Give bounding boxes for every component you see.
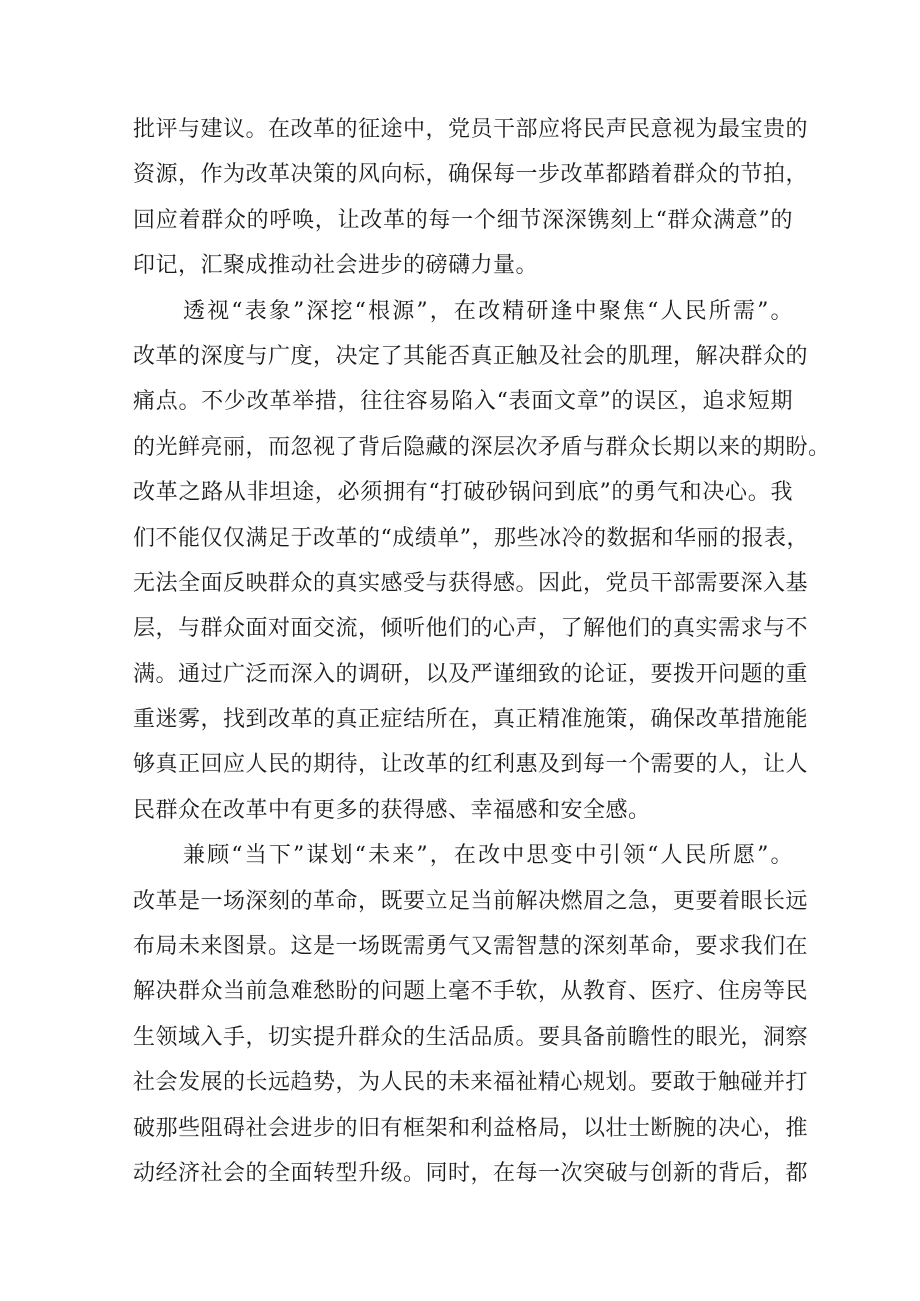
text-line: 够真正回应人民的期待，让改革的红利惠及到每一个需要的人，让人 bbox=[133, 752, 809, 778]
text-line: 重迷雾，找到改革的真正症结所在，真正精准施策，确保改革措施能 bbox=[133, 707, 809, 733]
text-line: 改革是一场深刻的革命，既要立足当前解决燃眉之急，更要着眼长远 bbox=[133, 888, 809, 914]
text-line: 资源，作为改革决策的风向标，确保每一步改革都踏着群众的节拍， bbox=[133, 162, 809, 188]
text-line: 批评与建议。在改革的征途中，党员干部应将民声民意视为最宝贵的 bbox=[133, 117, 809, 142]
text-line: 布局未来图景。这是一场既需勇气又需智慧的深刻革命，要求我们在 bbox=[133, 934, 809, 960]
paragraph-heading-line: 透视“表象”深挖“根源”，在改精研逢中聚焦“人民所需”。 bbox=[183, 298, 793, 324]
text-line: 生领域入手，切实提升群众的生活品质。要具备前瞻性的眼光，洞察 bbox=[133, 1024, 809, 1050]
text-line: 破那些阻碍社会进步的旧有框架和利益格局，以壮士断腕的决心，推 bbox=[133, 1115, 809, 1141]
text-line: 们不能仅仅满足于改革的“成绩单”，那些冰冷的数据和华丽的报表， bbox=[133, 525, 809, 551]
text-line: 改革之路从非坦途，必须拥有“打破砂锅问到底”的勇气和决心。我 bbox=[133, 480, 793, 506]
text-line: 民群众在改革中有更多的获得感、幸福感和安全感。 bbox=[133, 797, 651, 823]
text-line: 满。通过广泛而深入的调研，以及严谨细致的论证，要拨开问题的重 bbox=[133, 661, 809, 687]
text-line: 回应着群众的呼唤，让改革的每一个细节深深镌刻上“群众满意”的 bbox=[133, 207, 793, 233]
body-text bbox=[133, 107, 831, 1196]
text-line: 痛点。不少改革举措，往往容易陷入“表面文章”的误区，追求短期 bbox=[133, 389, 793, 415]
text-line: 改革的深度与广度，决定了其能否真正触及社会的肌理，解决群众的 bbox=[133, 343, 809, 369]
paragraph-heading-line: 兼顾“当下”谋划“未来”，在改中思变中引领“人民所愿”。 bbox=[183, 843, 793, 869]
text-line: 社会发展的长远趋势，为人民的未来福祉精心规划。要敢于触碰并打 bbox=[133, 1070, 809, 1096]
text-line: 解决群众当前急难愁盼的问题上毫不手软，从教育、医疗、住房等民 bbox=[133, 979, 809, 1005]
text-line: 动经济社会的全面转型升级。同时，在每一次突破与创新的背后，都 bbox=[133, 1160, 809, 1186]
text-line: 的光鲜亮丽，而忽视了背后隐藏的深层次矛盾与群众长期以来的期盼。 bbox=[133, 434, 831, 460]
text-line: 无法全面反映群众的真实感受与获得感。因此，党员干部需要深入基 bbox=[133, 570, 809, 596]
text-line: 印记，汇聚成推动社会进步的磅礴力量。 bbox=[133, 253, 539, 279]
text-line: 层，与群众面对面交流，倾听他们的心声，了解他们的真实需求与不 bbox=[133, 616, 809, 642]
